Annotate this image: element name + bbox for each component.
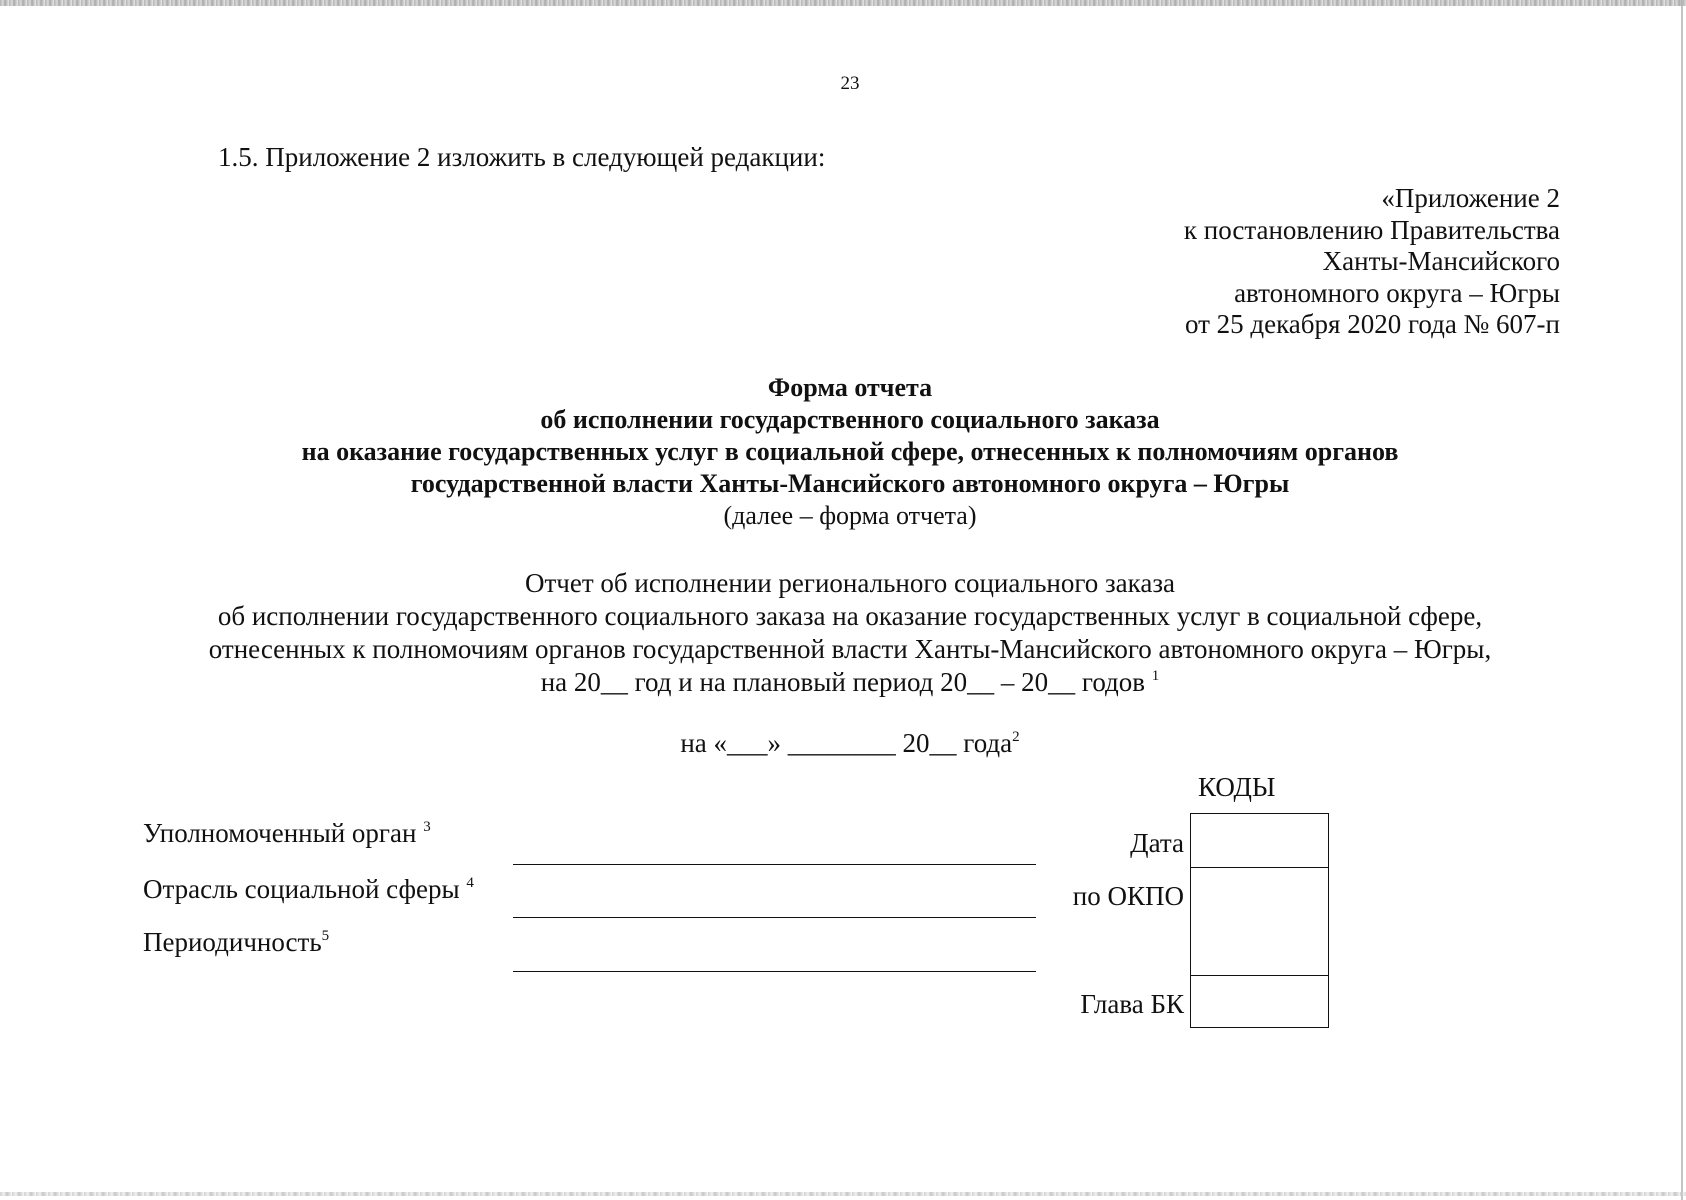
report-period-line — [0, 666, 1686, 699]
form-title-line: Форма отчета — [767, 373, 933, 402]
field-label-authority — [143, 820, 431, 847]
field-label-text: Периодичность — [143, 927, 322, 957]
appendix-line: к постановлению Правительства — [1183, 214, 1560, 245]
field-label-text: Отрасль социальной сферы — [143, 874, 460, 904]
scan-edge-bottom — [0, 1192, 1686, 1196]
field-line-periodicity[interactable] — [513, 971, 1036, 972]
page-number: 23 — [840, 73, 860, 94]
amendment-intro: 1.5. Приложение 2 изложить в следующей редакции: — [218, 142, 826, 172]
code-label-okpo: по ОКПО — [1072, 881, 1184, 911]
form-title — [0, 372, 1686, 532]
report-heading-line: об исполнении государственного социального заказа на оказание государственных услуг в социальной сфере, — [217, 601, 1483, 631]
field-label-sector — [143, 876, 474, 903]
field-line-sector[interactable] — [513, 917, 1036, 918]
footnote-mark: 1 — [1151, 668, 1160, 684]
codes-title: КОДЫ — [1198, 772, 1276, 802]
footnote-mark: 3 — [423, 819, 431, 835]
appendix-header — [1184, 183, 1560, 341]
appendix-line: «Приложение 2 — [1381, 183, 1560, 213]
field-label-periodicity — [143, 929, 329, 956]
appendix-line: Ханты-Мансийского — [1322, 246, 1560, 276]
code-label-date: Дата — [1130, 828, 1184, 858]
scan-edge-top — [0, 0, 1686, 6]
form-title-line: об исполнении государственного социального заказа — [540, 405, 1160, 434]
footnote-mark: 5 — [321, 928, 330, 944]
report-date-line — [0, 730, 1686, 757]
appendix-line: автономного округа – Югры — [1234, 277, 1560, 308]
codes-box-divider — [1191, 975, 1328, 976]
codes-box — [1190, 813, 1329, 1028]
appendix-line: от 25 декабря 2020 года № 607-п — [1184, 309, 1560, 339]
field-line-authority[interactable] — [513, 864, 1036, 865]
report-period-text: на 20__ год и на плановый период 20__ – 20__ годов — [540, 667, 1146, 697]
form-title-note: (далее – форма отчета) — [723, 501, 977, 530]
codes-box-divider — [1191, 867, 1328, 868]
field-label-text: Уполномоченный орган — [143, 818, 417, 848]
form-title-line: государственной власти Ханты-Мансийского автономного округа – Югры — [410, 469, 1290, 498]
footnote-mark: 4 — [466, 875, 474, 891]
report-date-text: на «___» ________ 20__ года — [680, 728, 1013, 758]
report-heading — [0, 567, 1686, 699]
report-heading-line: Отчет об исполнении регионального социального заказа — [525, 568, 1175, 598]
footnote-mark: 2 — [1012, 729, 1020, 745]
form-title-line: на оказание государственных услуг в социальной сфере, отнесенных к полномочиям органов — [301, 437, 1399, 466]
report-heading-line: отнесенных к полномочиям органов государственной власти Ханты-Мансийского автономного округа – Югры, — [208, 634, 1492, 664]
code-label-budget-chapter: Глава БК — [1080, 989, 1184, 1019]
